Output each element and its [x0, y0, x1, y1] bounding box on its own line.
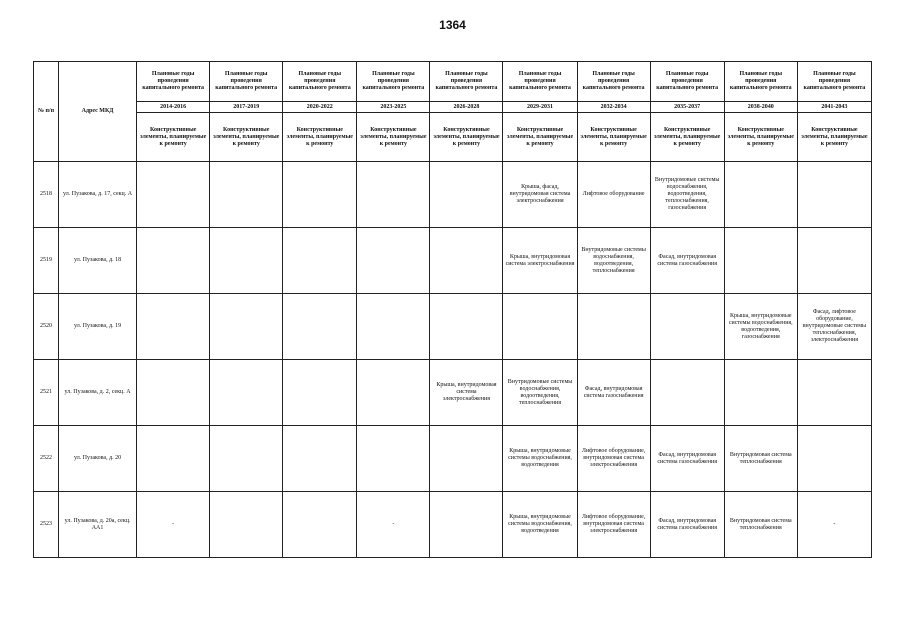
repair-elements-cell [137, 228, 210, 294]
row-number: 2518 [34, 162, 59, 228]
repair-elements-cell [357, 360, 430, 426]
repair-elements-cell [283, 228, 357, 294]
period-elements-header: Конструктивные элементы, планируемые к ремонту [357, 113, 430, 162]
period-title: Плановые годы проведения капитального ремонта [357, 62, 430, 102]
repair-elements-cell [430, 294, 503, 360]
repair-elements-cell [724, 162, 797, 228]
period-years: 2041-2043 [797, 102, 871, 113]
repair-elements-cell [210, 492, 283, 558]
repair-elements-cell: - [797, 492, 871, 558]
repair-elements-cell [137, 294, 210, 360]
period-elements-header: Конструктивные элементы, планируемые к ремонту [210, 113, 283, 162]
repair-elements-cell: - [137, 492, 210, 558]
period-elements-header: Конструктивные элементы, планируемые к ремонту [650, 113, 724, 162]
repair-elements-cell: Фасад, внутридомовая система газоснабжения [650, 492, 724, 558]
repair-elements-cell: Крыша, внутридомовые системы водоснабжения, водоотведения [503, 492, 577, 558]
repair-elements-cell [430, 426, 503, 492]
row-number: 2523 [34, 492, 59, 558]
repair-elements-cell [210, 294, 283, 360]
repair-elements-cell [503, 294, 577, 360]
repair-elements-cell: Крыша, фасад, внутридомовая система электроснабжения [503, 162, 577, 228]
repair-elements-cell [283, 492, 357, 558]
repair-elements-cell [210, 360, 283, 426]
table-row [34, 426, 872, 492]
repair-elements-cell [430, 162, 503, 228]
repair-elements-cell [137, 426, 210, 492]
building-address: ул. Пузакова, д. 2, секц. А [59, 360, 137, 426]
period-title: Плановые годы проведения капитального ремонта [137, 62, 210, 102]
repair-elements-cell: Внутридомовая система теплоснабжения [724, 426, 797, 492]
period-elements-header: Конструктивные элементы, планируемые к ремонту [797, 113, 871, 162]
repair-elements-cell [650, 294, 724, 360]
repair-elements-cell [650, 360, 724, 426]
period-years: 2020-2022 [283, 102, 357, 113]
repair-elements-cell [430, 228, 503, 294]
period-years: 2029-2031 [503, 102, 577, 113]
period-title: Плановые годы проведения капитального ремонта [283, 62, 357, 102]
repair-elements-cell: Лифтовое оборудование, внутридомовая система электроснабжения [577, 492, 650, 558]
period-years: 2017-2019 [210, 102, 283, 113]
period-elements-header: Конструктивные элементы, планируемые к ремонту [137, 113, 210, 162]
building-address: ул. Пузакова, д. 19 [59, 294, 137, 360]
repair-elements-cell [797, 426, 871, 492]
repair-elements-cell [357, 162, 430, 228]
repair-elements-cell: Фасад, внутридомовая система газоснабжения [650, 426, 724, 492]
repair-elements-cell: Крыша, внутридомовые системы водоснабжения, водоотведения, газоснабжения [724, 294, 797, 360]
repair-elements-cell [797, 360, 871, 426]
row-number: 2522 [34, 426, 59, 492]
capital-repair-table [33, 61, 872, 558]
period-elements-header: Конструктивные элементы, планируемые к ремонту [724, 113, 797, 162]
repair-elements-cell: Внутридомовые системы водоснабжения, водоотведения, теплоснабжения [503, 360, 577, 426]
building-address: ул. Пузакова, д. 18 [59, 228, 137, 294]
repair-elements-cell: Лифтовое оборудование [577, 162, 650, 228]
building-address: ул. Пузакова, д. 17, секц. А [59, 162, 137, 228]
table-row [34, 162, 872, 228]
repair-elements-cell [210, 426, 283, 492]
row-number: 2519 [34, 228, 59, 294]
period-elements-header: Конструктивные элементы, планируемые к ремонту [430, 113, 503, 162]
building-address: ул. Пузакова, д. 20а, секц. АА1 [59, 492, 137, 558]
repair-elements-cell: - [357, 492, 430, 558]
column-header-address: Адрес МКД [59, 62, 137, 162]
period-title: Плановые годы проведения капитального ремонта [577, 62, 650, 102]
repair-elements-cell: Крыша, внутридомовые системы водоснабжения, водоотведения [503, 426, 577, 492]
repair-elements-cell [357, 228, 430, 294]
building-address: ул. Пузакова, д. 20 [59, 426, 137, 492]
period-years: 2035-2037 [650, 102, 724, 113]
repair-elements-cell [724, 360, 797, 426]
table-row [34, 228, 872, 294]
repair-elements-cell [137, 360, 210, 426]
repair-elements-cell: Крыша, внутридомовая система электроснабжения [503, 228, 577, 294]
period-title: Плановые годы проведения капитального ремонта [210, 62, 283, 102]
table-row [34, 294, 872, 360]
repair-elements-cell [797, 162, 871, 228]
repair-elements-cell [210, 228, 283, 294]
repair-elements-cell [357, 426, 430, 492]
capital-repair-table-wrapper [33, 61, 872, 558]
repair-elements-cell: Крыша, внутридомовая система электроснабжения [430, 360, 503, 426]
period-years: 2032-2034 [577, 102, 650, 113]
repair-elements-cell [283, 426, 357, 492]
row-number: 2521 [34, 360, 59, 426]
period-elements-header: Конструктивные элементы, планируемые к ремонту [283, 113, 357, 162]
period-years: 2026-2028 [430, 102, 503, 113]
period-years: 2014-2016 [137, 102, 210, 113]
repair-elements-cell: Лифтовое оборудование, внутридомовая система электроснабжения [577, 426, 650, 492]
repair-elements-cell [283, 360, 357, 426]
period-title: Плановые годы проведения капитального ремонта [724, 62, 797, 102]
repair-elements-cell [137, 162, 210, 228]
repair-elements-cell [797, 228, 871, 294]
repair-elements-cell [357, 294, 430, 360]
page-number: 1364 [439, 18, 466, 32]
period-title: Плановые годы проведения капитального ремонта [650, 62, 724, 102]
row-number: 2520 [34, 294, 59, 360]
period-elements-header: Конструктивные элементы, планируемые к ремонту [503, 113, 577, 162]
table-row [34, 360, 872, 426]
table-row [34, 492, 872, 558]
repair-elements-cell: Фасад, лифтовое оборудование, внутридомовые системы теплоснабжения, электроснабжения [797, 294, 871, 360]
repair-elements-cell [210, 162, 283, 228]
period-years: 2023-2025 [357, 102, 430, 113]
repair-elements-cell [283, 294, 357, 360]
column-header-number: № п/п [34, 62, 59, 162]
period-elements-header: Конструктивные элементы, планируемые к ремонту [577, 113, 650, 162]
repair-elements-cell: Фасад, внутридомовая система газоснабжения [650, 228, 724, 294]
period-title: Плановые годы проведения капитального ремонта [503, 62, 577, 102]
repair-elements-cell: Внутридомовые системы водоснабжения, водоотведения, теплоснабжения, газоснабжения [650, 162, 724, 228]
repair-elements-cell [283, 162, 357, 228]
period-title: Плановые годы проведения капитального ремонта [430, 62, 503, 102]
repair-elements-cell: Фасад, внутридомовая система газоснабжения [577, 360, 650, 426]
repair-elements-cell: Внутридомовые системы водоснабжения, водоотведения, теплоснабжения [577, 228, 650, 294]
repair-elements-cell [430, 492, 503, 558]
repair-elements-cell [724, 228, 797, 294]
repair-elements-cell: Внутридомовая система теплоснабжения [724, 492, 797, 558]
repair-elements-cell [577, 294, 650, 360]
period-title: Плановые годы проведения капитального ремонта [797, 62, 871, 102]
period-years: 2038-2040 [724, 102, 797, 113]
